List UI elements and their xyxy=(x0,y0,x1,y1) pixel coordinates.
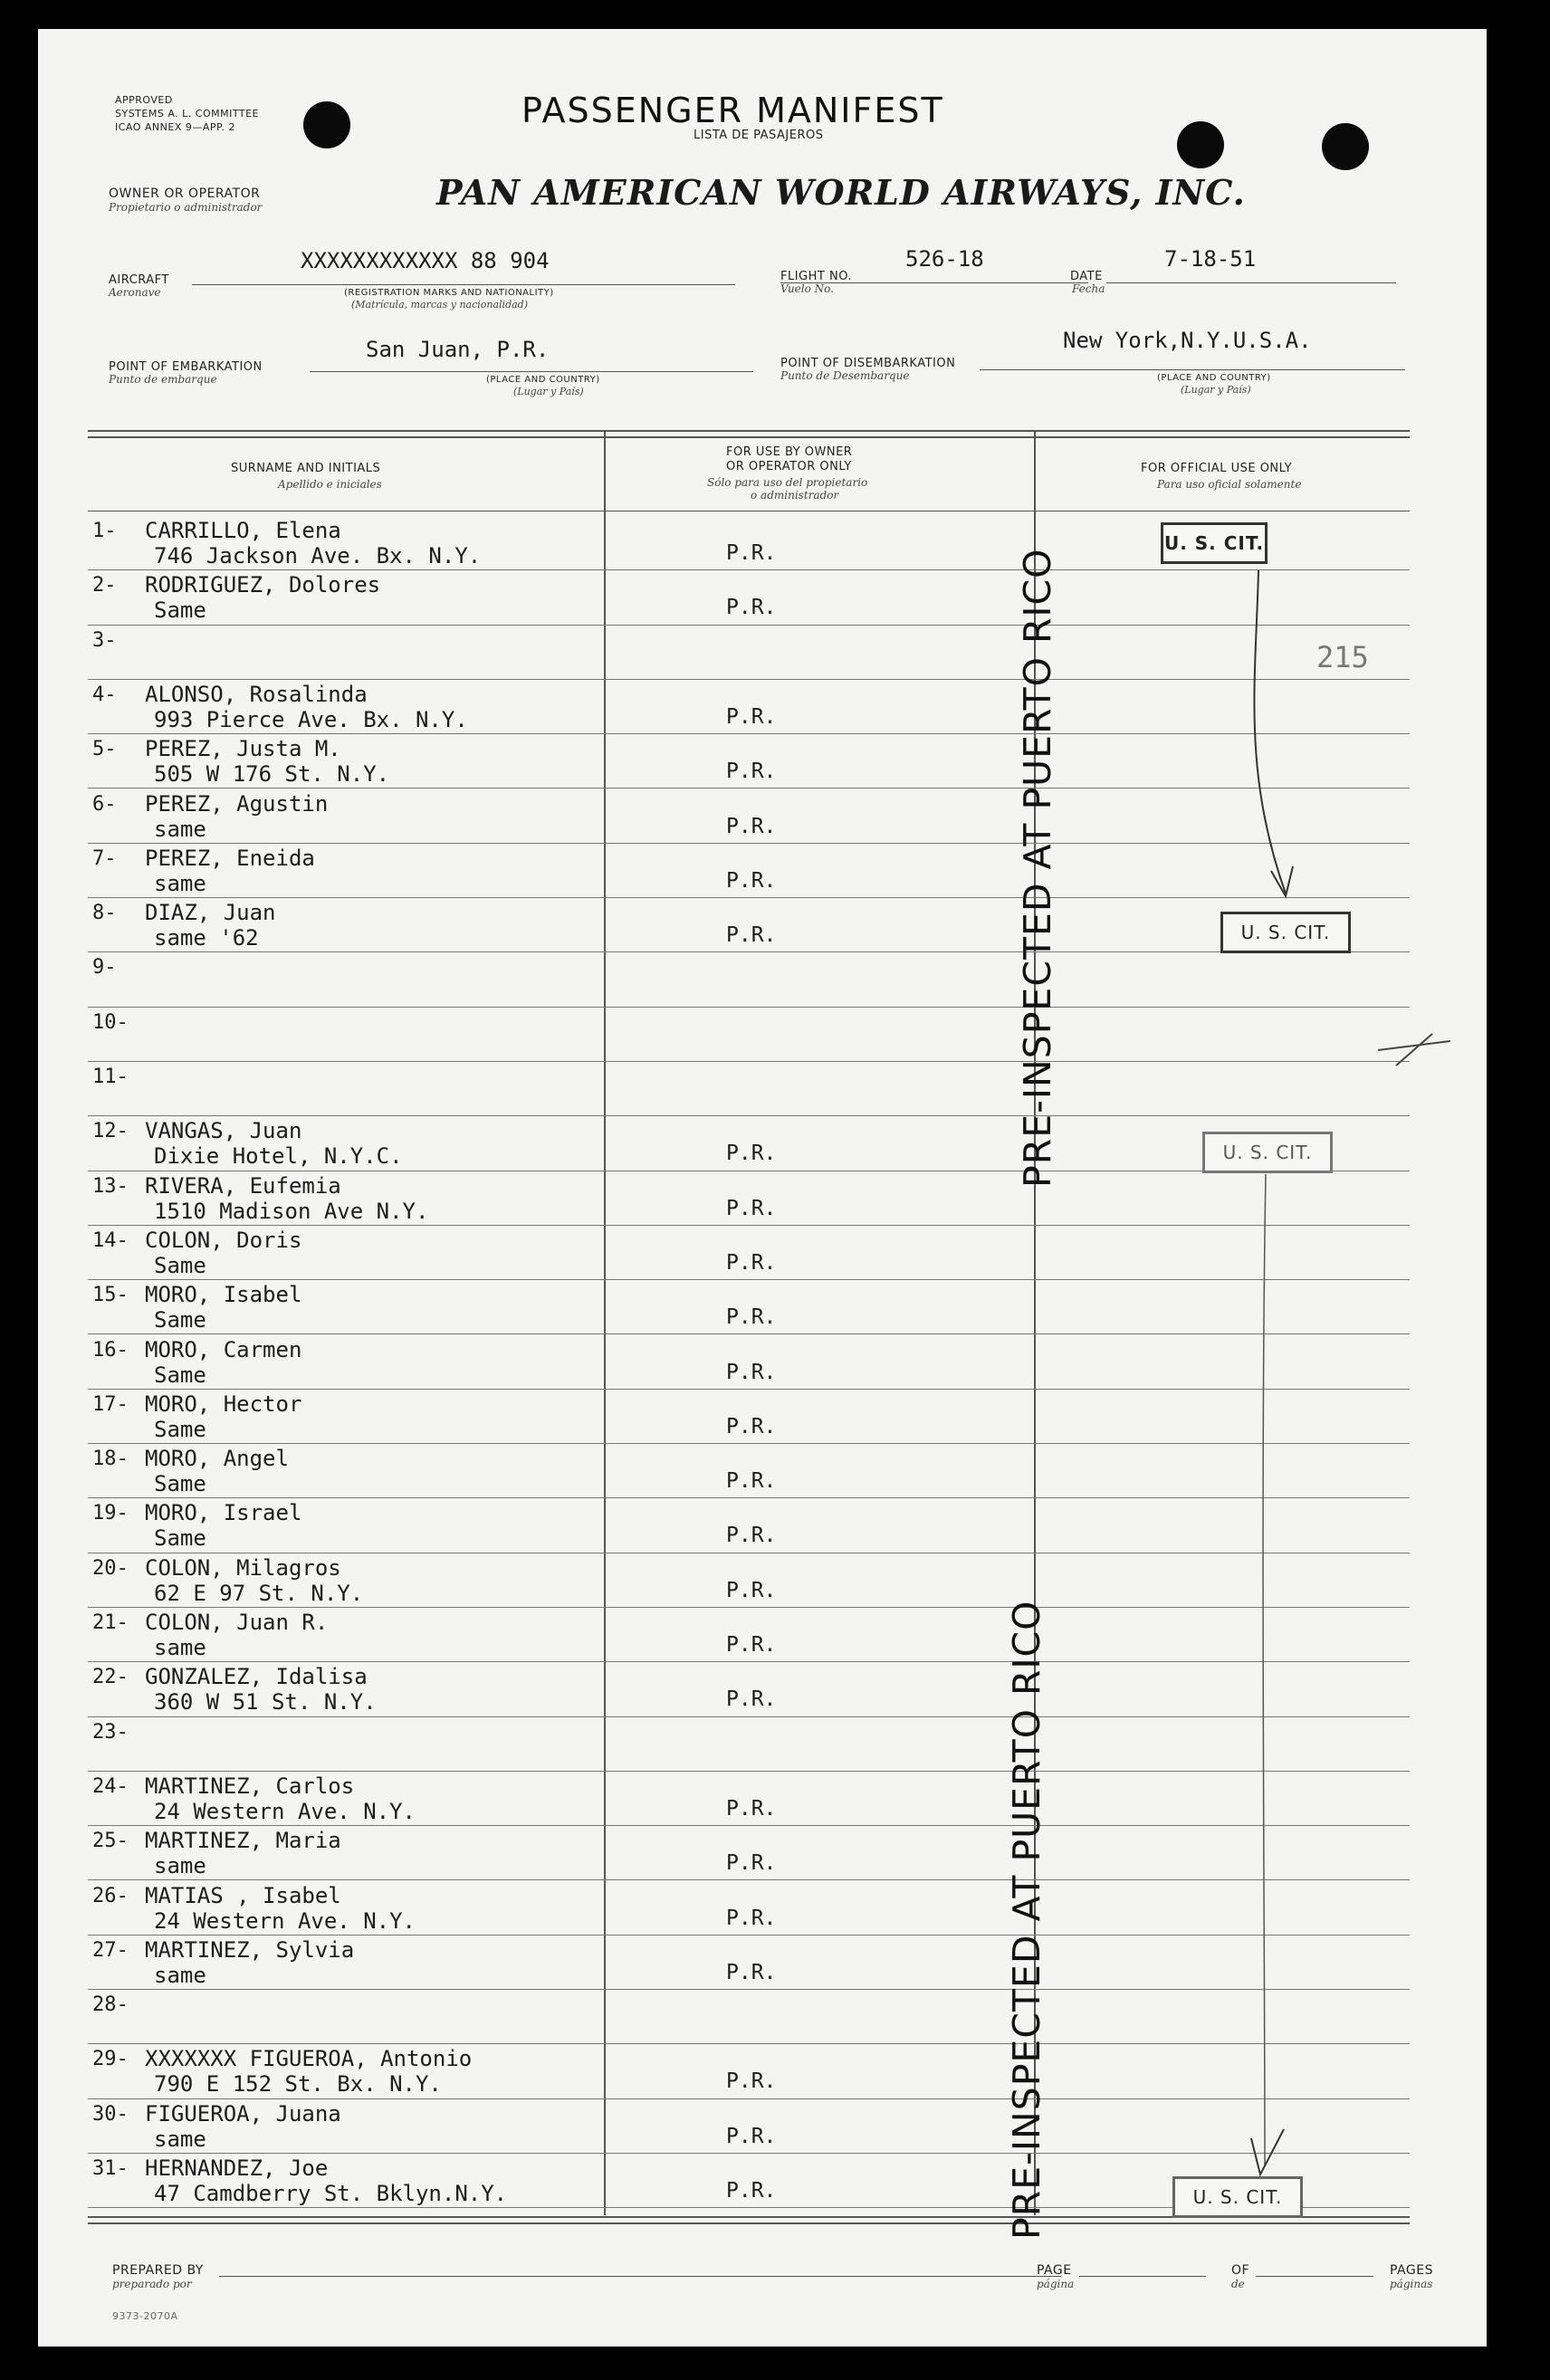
name-column-header-es: Apellido e iniciales xyxy=(278,478,382,491)
row-number: 24- xyxy=(92,1774,129,1798)
operator-code: P.R. xyxy=(726,1360,777,1384)
disembark-label-es: Punto de Desembarque xyxy=(780,369,910,382)
page-line xyxy=(1079,2276,1206,2277)
official-column-header: FOR OFFICIAL USE ONLY xyxy=(1141,462,1293,475)
table-bottom-rule-2 xyxy=(88,2222,1410,2224)
row-number: 8- xyxy=(92,902,117,925)
row-number: 16- xyxy=(92,1338,129,1362)
owner-column-header-1: FOR USE BY OWNER xyxy=(726,445,853,459)
table-row xyxy=(38,734,1487,789)
table-top-rule-1 xyxy=(88,430,1410,432)
disembark-label: POINT OF DISEMBARKATION xyxy=(780,357,956,370)
passenger-name: DIAZ, Juan xyxy=(145,900,276,926)
passenger-name: MORO, Carmen xyxy=(145,1336,302,1362)
operator-code: P.R. xyxy=(726,760,777,784)
passenger-address: Same xyxy=(154,1525,206,1552)
row-number: 28- xyxy=(92,1993,129,2017)
aircraft-label-es: Aeronave xyxy=(109,286,161,299)
operator-code: P.R. xyxy=(726,1851,777,1876)
table-row xyxy=(38,1608,1487,1662)
row-number: 23- xyxy=(92,1720,129,1744)
table-row xyxy=(38,1772,1487,1826)
table-row xyxy=(38,570,1487,625)
passenger-address: same xyxy=(154,1962,206,1988)
of-line xyxy=(1256,2276,1373,2277)
passenger-address: Same xyxy=(154,1307,206,1333)
us-cit-stamp-2: U. S. CIT. xyxy=(1220,912,1351,953)
row-number: 25- xyxy=(92,1830,129,1853)
disembark-underline xyxy=(980,369,1405,370)
table-row xyxy=(38,1444,1487,1498)
owner-column-header-es-1: Sólo para uso del propietario xyxy=(707,476,868,489)
operator-code: P.R. xyxy=(726,2124,777,2148)
row-number: 11- xyxy=(92,1066,129,1088)
passenger-address: 24 Western Ave. N.Y. xyxy=(154,1907,416,1934)
row-number: 4- xyxy=(92,683,117,706)
passenger-name: MORO, Isabel xyxy=(145,1282,302,1308)
table-row xyxy=(38,2044,1487,2098)
operator-code: P.R. xyxy=(726,1196,777,1220)
page-title: PASSENGER MANIFEST xyxy=(521,91,944,130)
row-number: 29- xyxy=(92,2048,129,2071)
passenger-name: COLON, Juan R. xyxy=(145,1610,329,1635)
passenger-address: same '62 xyxy=(154,925,259,951)
row-number: 31- xyxy=(92,2157,129,2180)
passenger-address: Same xyxy=(154,597,206,624)
passenger-address: same xyxy=(154,1853,206,1879)
passenger-address: Same xyxy=(154,1416,206,1442)
table-row xyxy=(38,1226,1487,1280)
table-row xyxy=(38,1990,1487,2044)
passenger-address: Dixie Hotel, N.Y.C. xyxy=(154,1143,403,1170)
passenger-address: same xyxy=(154,2126,206,2152)
owner-column-header-es-2: o administrador xyxy=(751,489,839,502)
date-value: 7-18-51 xyxy=(1164,246,1257,272)
us-cit-stamp-3: U. S. CIT. xyxy=(1202,1132,1333,1173)
punch-hole-center xyxy=(1177,121,1224,168)
form-code: 9373-2070A xyxy=(112,2310,178,2322)
table-row xyxy=(38,516,1487,570)
embark-underline xyxy=(310,371,753,372)
flight-value: 526-18 xyxy=(905,246,984,272)
operator-code: P.R. xyxy=(726,704,777,729)
operator-code: P.R. xyxy=(726,1960,777,1984)
passenger-name: FIGUEROA, Juana xyxy=(145,2100,341,2127)
punch-hole-right xyxy=(1322,123,1369,170)
passenger-address: 505 W 176 St. N.Y. xyxy=(154,761,390,788)
table-row xyxy=(38,1936,1487,1990)
passenger-name: HERNANDEZ, Joe xyxy=(145,2155,329,2181)
flight-underline xyxy=(780,282,1088,283)
table-row xyxy=(38,1335,1487,1390)
disembark-place-caption-es: (Lugar y País) xyxy=(1181,384,1251,396)
passenger-address: 47 Camdberry St. Bklyn.N.Y. xyxy=(154,2181,508,2206)
passenger-name: COLON, Doris xyxy=(145,1227,302,1253)
passenger-name: MORO, Hector xyxy=(145,1391,302,1417)
table-row xyxy=(38,789,1487,844)
official-column-header-es: Para uso oficial solamente xyxy=(1157,478,1302,491)
operator-code: P.R. xyxy=(726,596,777,620)
row-number: 30- xyxy=(92,2102,129,2126)
passenger-address: same xyxy=(154,870,206,896)
table-top-rule-2 xyxy=(88,436,1410,438)
owner-label-es: Propietario o administrador xyxy=(109,201,263,214)
row-number: 20- xyxy=(92,1556,129,1580)
page-label-es: página xyxy=(1037,2278,1075,2290)
row-number: 19- xyxy=(92,1502,129,1525)
pre-inspected-stamp-1: PRE-INSPECTED AT PUERTO RICO xyxy=(1016,548,1059,1188)
prepared-by-line xyxy=(219,2276,1061,2277)
passenger-name: PEREZ, Justa M. xyxy=(145,736,341,762)
table-row xyxy=(38,1717,1487,1772)
passenger-name: PEREZ, Agustin xyxy=(145,790,329,817)
row-number: 27- xyxy=(92,1938,129,1962)
operator-code: P.R. xyxy=(726,1524,777,1548)
operator-code: P.R. xyxy=(726,1469,777,1494)
embark-label-es: Punto de embarque xyxy=(109,373,217,386)
row-number: 12- xyxy=(92,1120,129,1143)
passenger-address: Same xyxy=(154,1252,206,1278)
row-number: 17- xyxy=(92,1392,129,1416)
prepared-by-label-es: preparado por xyxy=(112,2278,192,2290)
row-number: 7- xyxy=(92,846,117,870)
page-title-es: LISTA DE PASAJEROS xyxy=(694,129,824,142)
passenger-name: RIVERA, Eufemia xyxy=(145,1172,341,1199)
embark-value: San Juan, P.R. xyxy=(366,337,550,362)
pre-inspected-stamp-2: PRE-INSPECTED AT PUERTO RICO xyxy=(1005,1600,1048,2240)
table-row xyxy=(38,1390,1487,1444)
table-row xyxy=(38,1498,1487,1553)
pages-label-es: páginas xyxy=(1390,2278,1433,2290)
table-row xyxy=(38,1171,1487,1226)
passenger-name: COLON, Milagros xyxy=(145,1554,341,1581)
aircraft-value: XXXXXXXXXXXX 88 904 xyxy=(301,248,550,273)
row-number: 3- xyxy=(92,628,117,652)
approval-line-2: SYSTEMS A. L. COMMITTEE xyxy=(115,108,259,119)
passenger-name: MORO, Israel xyxy=(145,1500,302,1526)
flight-label: FLIGHT NO. xyxy=(780,270,853,283)
passenger-address: 746 Jackson Ave. Bx. N.Y. xyxy=(154,543,482,569)
table-row xyxy=(38,1553,1487,1608)
passenger-name: RODRIGUEZ, Dolores xyxy=(145,572,381,598)
row-number: 2- xyxy=(92,574,117,597)
row-number: 21- xyxy=(92,1611,129,1634)
passenger-address: Same xyxy=(154,1471,206,1497)
of-label: OF xyxy=(1231,2263,1250,2278)
embark-place-caption-es: (Lugar y País) xyxy=(513,386,584,397)
us-cit-stamp-1: U. S. CIT. xyxy=(1161,522,1268,564)
date-underline xyxy=(1106,282,1396,283)
passenger-address: 62 E 97 St. N.Y. xyxy=(154,1580,364,1606)
passenger-address: 24 Western Ave. N.Y. xyxy=(154,1798,416,1824)
operator-code: P.R. xyxy=(726,1578,777,1602)
row-number: 10- xyxy=(92,1010,129,1034)
name-column-header: SURNAME AND INITIALS xyxy=(231,462,381,475)
operator-code: P.R. xyxy=(726,2179,777,2203)
table-row xyxy=(38,1662,1487,1716)
passenger-address: 993 Pierce Ave. Bx. N.Y. xyxy=(154,706,468,732)
aircraft-underline xyxy=(192,284,735,285)
owner-label: OWNER OR OPERATOR xyxy=(109,186,261,201)
passenger-name: PEREZ, Eneida xyxy=(145,845,315,871)
operator-code: P.R. xyxy=(726,1906,777,1930)
disembark-place-caption: (PLACE AND COUNTRY) xyxy=(1157,373,1271,383)
passenger-address: same xyxy=(154,816,206,842)
table-row xyxy=(38,680,1487,734)
row-number: 5- xyxy=(92,738,117,761)
table-row xyxy=(38,2099,1487,2154)
pages-label: PAGES xyxy=(1390,2263,1433,2278)
embark-place-caption: (PLACE AND COUNTRY) xyxy=(486,375,600,385)
row-number: 18- xyxy=(92,1448,129,1471)
row-number: 26- xyxy=(92,1884,129,1907)
row-number: 9- xyxy=(92,956,117,980)
operator-code: P.R. xyxy=(726,868,777,893)
page-label: PAGE xyxy=(1037,2263,1072,2278)
owner-column-header-2: OR OPERATOR ONLY xyxy=(726,460,852,473)
passenger-address: same xyxy=(154,1635,206,1660)
table-row xyxy=(38,1280,1487,1334)
operator-code: P.R. xyxy=(726,1687,777,1712)
operator-code: P.R. xyxy=(726,541,777,565)
disembark-value: New York,N.Y.U.S.A. xyxy=(1063,328,1312,353)
table-row xyxy=(38,626,1487,680)
passenger-name: ALONSO, Rosalinda xyxy=(145,681,368,707)
table-row xyxy=(38,844,1487,898)
passenger-name: MORO, Angel xyxy=(145,1446,289,1472)
registration-caption: (REGISTRATION MARKS AND NATIONALITY) xyxy=(344,288,554,298)
approval-line-3: ICAO ANNEX 9—APP. 2 xyxy=(115,121,235,133)
date-label-es: Fecha xyxy=(1072,282,1105,295)
operator-code: P.R. xyxy=(726,2069,777,2094)
flight-label-es: Vuelo No. xyxy=(780,282,834,295)
approval-line-1: APPROVED xyxy=(115,94,173,106)
of-label-es: de xyxy=(1231,2278,1245,2290)
aircraft-label: AIRCRAFT xyxy=(109,273,169,287)
row-number: 14- xyxy=(92,1228,129,1252)
passenger-name: MARTINEZ, Maria xyxy=(145,1828,341,1854)
passenger-name: MATIAS , Isabel xyxy=(145,1882,341,1908)
manifest-sheet xyxy=(38,29,1487,2347)
date-label: DATE xyxy=(1070,270,1103,283)
passenger-address: 1510 Madison Ave N.Y. xyxy=(154,1198,429,1224)
embark-label: POINT OF EMBARKATION xyxy=(109,360,263,374)
official-number: 215 xyxy=(1316,640,1369,674)
passenger-name: MARTINEZ, Carlos xyxy=(145,1773,355,1799)
operator-code: P.R. xyxy=(726,1633,777,1657)
operator-code: P.R. xyxy=(726,1305,777,1330)
row-number: 22- xyxy=(92,1666,129,1689)
punch-hole-left xyxy=(303,101,350,148)
table-row xyxy=(38,1881,1487,1936)
operator-name: PAN AMERICAN WORLD AIRWAYS, INC. xyxy=(436,172,1246,213)
passenger-address: 360 W 51 St. N.Y. xyxy=(154,1689,377,1716)
operator-code: P.R. xyxy=(726,814,777,838)
us-cit-stamp-4: U. S. CIT. xyxy=(1172,2176,1303,2218)
row-number: 13- xyxy=(92,1174,129,1198)
passenger-name: VANGAS, Juan xyxy=(145,1118,302,1144)
row-number: 15- xyxy=(92,1284,129,1307)
operator-code: P.R. xyxy=(726,923,777,948)
operator-code: P.R. xyxy=(726,1142,777,1166)
passenger-name: XXXXXXX FIGUEROA, Antonio xyxy=(145,2046,473,2072)
table-row xyxy=(38,1826,1487,1880)
passenger-address: Same xyxy=(154,1362,206,1388)
row-number: 6- xyxy=(92,792,117,816)
operator-code: P.R. xyxy=(726,1414,777,1439)
passenger-address: 790 E 152 St. Bx. N.Y. xyxy=(154,2071,442,2098)
operator-code: P.R. xyxy=(726,1250,777,1275)
table-row xyxy=(38,952,1487,1007)
operator-code: P.R. xyxy=(726,1796,777,1821)
passenger-name: MARTINEZ, Sylvia xyxy=(145,1936,355,1963)
prepared-by-label: PREPARED BY xyxy=(112,2263,204,2278)
row-number: 1- xyxy=(92,520,117,542)
passenger-name: GONZALEZ, Idalisa xyxy=(145,1664,368,1690)
registration-caption-es: (Matrícula, marcas y nacionalidad) xyxy=(351,299,528,311)
passenger-name: CARRILLO, Elena xyxy=(145,518,341,543)
table-row xyxy=(38,1008,1487,1062)
table-row xyxy=(38,1062,1487,1116)
